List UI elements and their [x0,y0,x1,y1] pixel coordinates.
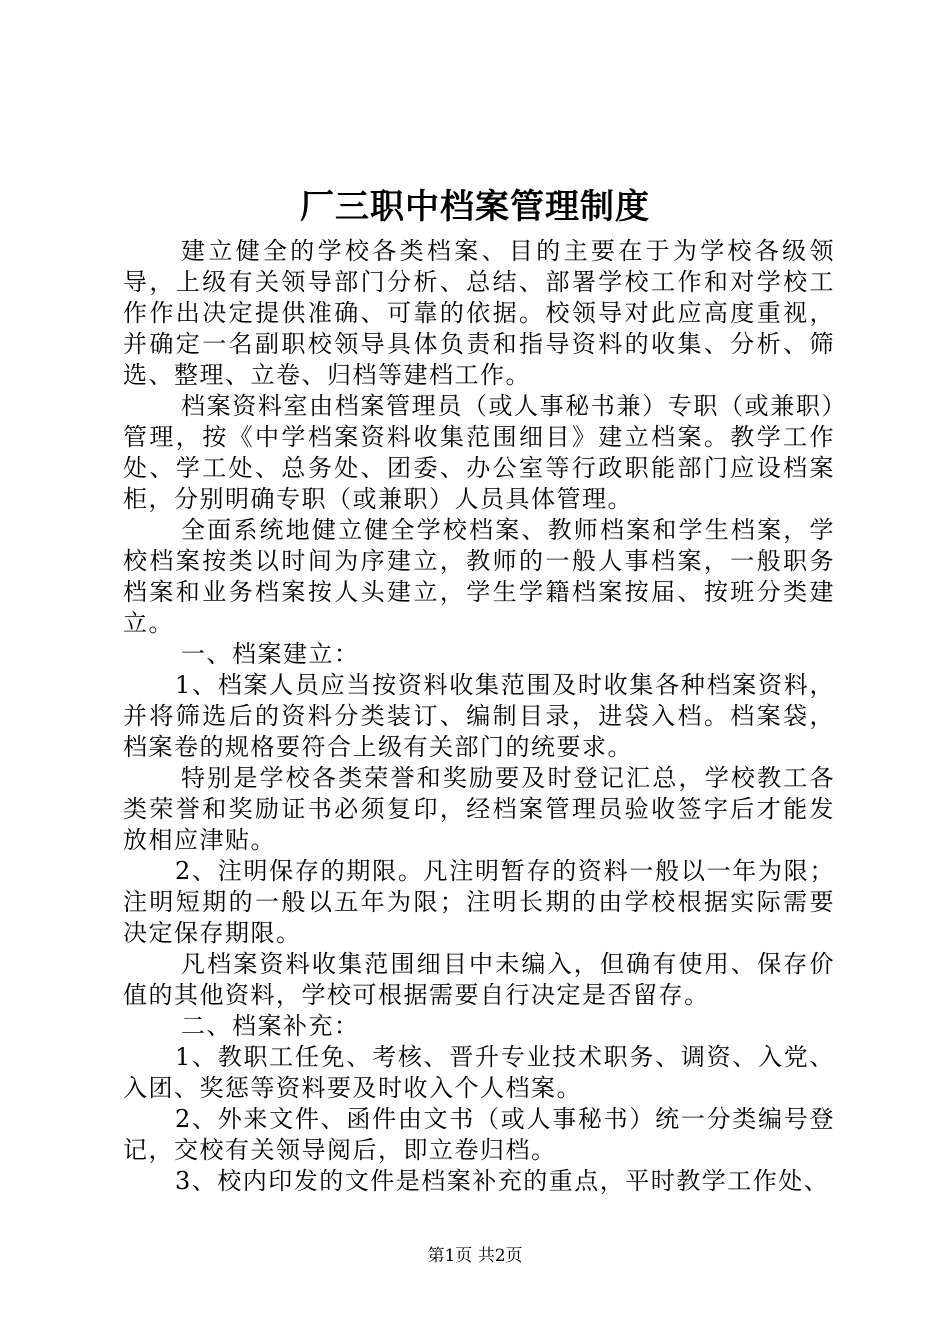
document-body [123,236,835,1197]
page-title: 厂三职中档案管理制度 [300,187,650,227]
page-footer: 第1页 共2页 [427,1246,523,1266]
section-heading-supplement: 二、档案补充： [181,1012,360,1040]
section-heading-establish: 一、档案建立： [181,640,360,668]
paragraph-intro: 建立健全的学校各类档案、目的主要在于为学校各级领导，上级有关领导部门分析、总结、部署学校工作和对学校工作作出决定提供准确、可靠的依据。校领导对此应高度重视，并确定一名副职校领导具体负责和指导资料的收集、分析、筛选、整理、立卷、归档等建档工作。 [123,237,835,389]
paragraph-archive-room: 档案资料室由档案管理员（或人事秘书兼）专职（或兼职）管理，按《中学档案资料收集范围细目》建立档案。教学工作处、学工处、总务处、团委、办公室等行政职能部门应设档案柜，分别明确专职（或兼职）人员具体管理。 [123,392,835,513]
paragraph-supplement-1: 1、教职工任免、考核、晋升专业技术职务、调资、入党、入团、奖惩等资料要及时收入个人档案。 [123,1043,835,1102]
paragraph-item-1: 1、档案人员应当按资料收集范围及时收集各种档案资料，并将筛选后的资料分类装订、编制目录，进袋入档。档案袋，档案卷的规格要符合上级有关部门的统要求。 [123,671,835,761]
paragraph-other-materials: 凡档案资料收集范围细目中未编入，但确有使用、保存价值的其他资料，学校可根据需要自行决定是否留存。 [123,950,835,1009]
paragraph-item-2: 2、注明保存的期限。凡注明暂存的资料一般以一年为限；注明短期的一般以五年为限；注明长期的由学校根据实际需要决定保存期限。 [123,857,835,947]
paragraph-supplement-2: 2、外来文件、函件由文书（或人事秘书）统一分类编号登记，交校有关领导阅后，即立卷归档。 [123,1105,835,1164]
paragraph-archive-system: 全面系统地健立健全学校档案、教师档案和学生档案，学校档案按类以时间为序建立，教师的一般人事档案，一般职务档案和业务档案按人头建立，学生学籍档案按届、按班分类建立。 [123,516,835,637]
paragraph-supplement-3: 3、校内印发的文件是档案补充的重点，平时教学工作处、 [175,1167,830,1195]
paragraph-honors: 特别是学校各类荣誉和奖励要及时登记汇总，学校教工各类荣誉和奖励证书必须复印，经档案管理员验收签字后才能发放相应津贴。 [123,764,835,854]
